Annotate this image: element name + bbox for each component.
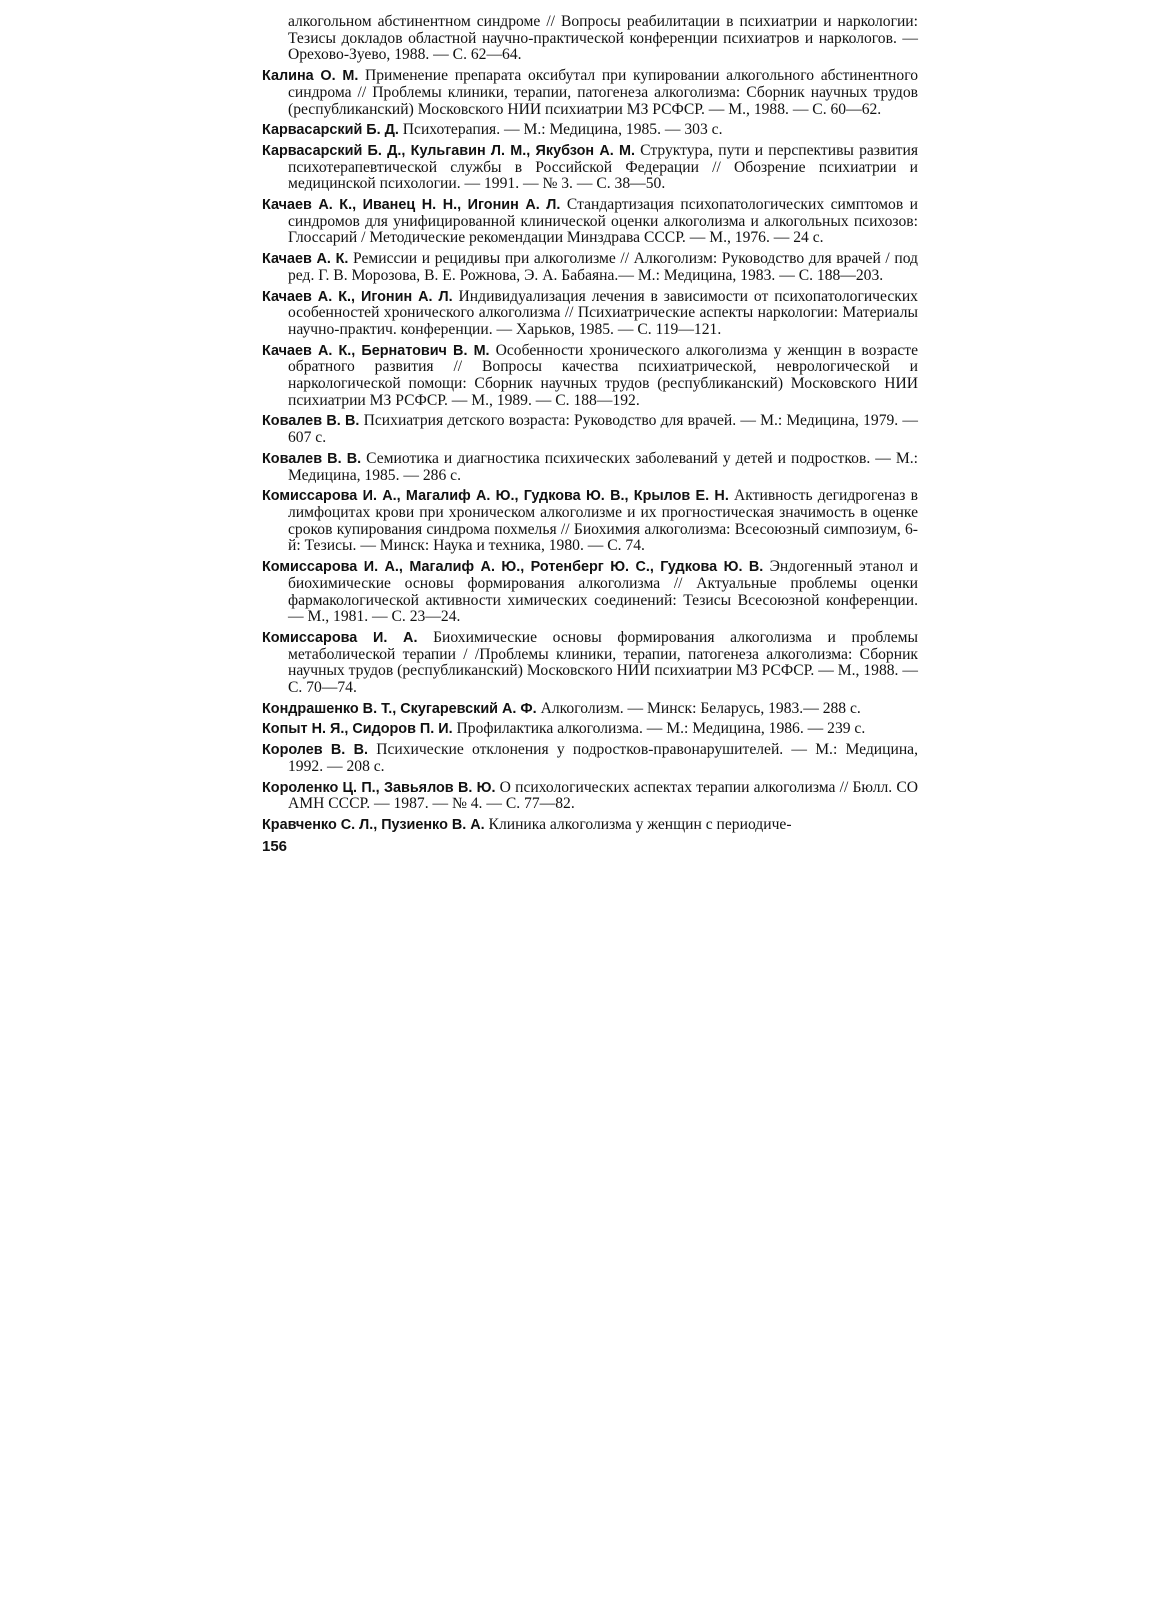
bibliography-entry bbox=[262, 143, 918, 193]
entry-text: Психиатрия детского возраста: Руководство для врачей. — М.: Медицина, 1979. — 607 с. bbox=[288, 412, 918, 447]
entry-authors: Короленко Ц. П., Завьялов В. Ю. bbox=[262, 779, 496, 796]
entry-authors: Копыт Н. Я., Сидоров П. И. bbox=[262, 721, 453, 738]
entry-text: Активность дегидрогеназ в лимфоцитах крови при хроническом алкоголизме и их прогностическая значимость в оценке сроков купирования синдрома похмелья // Биохимия алкоголизма: Всесоюзный симпозиум, 6-й: Тезисы. — Минск: Наука и техника, 1980. — С. 74. bbox=[288, 487, 918, 555]
entry-authors: Королев В. В. bbox=[262, 742, 368, 759]
entry-text: Структура, пути и перспективы развития психотерапевтической службы в Российской Федерации // Обозрение психиатрии и медицинской психологии. — 1991. — № 3. — С. 38—50. bbox=[288, 141, 918, 193]
entry-authors: Карвасарский Б. Д. bbox=[262, 122, 399, 139]
entry-text: алкогольном абстинентном синдроме // Вопросы реабилитации в психиатрии и наркологии: Тезисы докладов областной научно-практической конференции психиатров и наркологов. — Орехово-Зуево, 1988. — С. 62—64. bbox=[288, 13, 918, 64]
bibliography-entry bbox=[262, 413, 918, 446]
entry-text: Особенности хронического алкоголизма у женщин в возрасте обратного развития // Вопросы качества психиатрической, неврологической и наркологической помощи: Сборник научных трудов (республиканский) Московского НИИ психиатрии МЗ РСФСР. — М., 1989. — С. 188—192. bbox=[288, 341, 918, 409]
entry-text: Психотерапия. — М.: Медицина, 1985. — 303 с. bbox=[402, 121, 723, 139]
entry-text: Биохимические основы формирования алкоголизма и проблемы метаболической терапии / /Проблемы клиники, терапии, патогенеза алкоголизма: Сборник научных трудов (республиканский) Московского НИИ психиатрии МЗ РСФСР. — М., 1988. — С. 70—74. bbox=[288, 628, 919, 697]
bibliography-entry bbox=[262, 122, 918, 139]
entry-text: О психологических аспектах терапии алкоголизма // Бюлл. СО АМН СССР. — 1987. — № 4. — С. 77—82. bbox=[288, 778, 919, 813]
bibliography-entry bbox=[262, 721, 918, 738]
entry-authors: Комиссарова И. А., Магалиф А. Ю., Ротенберг Ю. С., Гудкова Ю. В. bbox=[262, 559, 764, 576]
entry-authors: Качаев А. К., Бернатович В. М. bbox=[262, 342, 490, 359]
entry-text: Эндогенный этанол и биохимические основы формирования алкоголизма // Актуальные проблемы оценки фармакологической активности химических соединений: Тезисы Всесоюзной конференции. — М., 1981. — С. 23—24. bbox=[288, 558, 918, 626]
bibliography-entry bbox=[262, 68, 918, 118]
bibliography-entry bbox=[262, 488, 918, 555]
entry-authors: Кондрашенко В. Т., Скугаревский А. Ф. bbox=[262, 700, 537, 717]
entry-authors: Кравченко С. Л., Пузиенко В. А. bbox=[262, 816, 485, 833]
entry-authors: Качаев А. К., Иванец Н. Н., Игонин А. Л. bbox=[262, 197, 561, 214]
bibliography-entry bbox=[262, 701, 918, 718]
entry-authors: Калина О. М. bbox=[262, 68, 359, 85]
bibliography-entry bbox=[262, 197, 918, 247]
bibliography-entry bbox=[262, 630, 918, 697]
entry-authors: Комиссарова И. А., Магалиф А. Ю., Гудкова Ю. В., Крылов Е. Н. bbox=[262, 488, 729, 505]
entry-authors: Ковалев В. В. bbox=[262, 413, 360, 430]
bibliography-entry bbox=[262, 742, 918, 775]
bibliography-entry bbox=[262, 817, 918, 834]
entry-text: Ремиссии и рецидивы при алкоголизме // Алкоголизм: Руководство для врачей / под ред. Г. В. Морозова, В. Е. Рожнова, Э. А. Бабаяна.— М.: Медицина, 1983. — С. 188—203. bbox=[288, 250, 918, 284]
entry-authors: Качаев А. К., Игонин А. Л. bbox=[262, 288, 453, 305]
entry-text: Индивидуализация лечения в зависимости от психопатологических особенностей хронического алкоголизма // Психиатрические аспекты наркологии: Материалы научно-практич. конференции. — Харьков, 1985. — С. 119—121. bbox=[288, 287, 918, 338]
entry-text: Профилактика алкоголизма. — М.: Медицина, 1986. — 239 с. bbox=[456, 720, 866, 738]
entry-text: Семиотика и диагностика психических заболеваний у детей и подростков. — М.: Медицина, 1985. — 286 с. bbox=[288, 449, 918, 484]
entry-authors: Качаев А. К. bbox=[262, 251, 349, 268]
entry-authors: Карвасарский Б. Д., Кульгавин Л. М., Якубзон А. М. bbox=[262, 142, 635, 159]
entry-text: Применение препарата оксибутал при купировании алкогольного абстинентного синдрома // Проблемы клиники, терапии, патогенеза алкоголизма: Сборник научных трудов (республиканский) Московского НИИ психиатрии МЗ РСФСР. — М., 1988. — С. 60—62. bbox=[288, 67, 918, 118]
entry-authors: Ковалев В. В. bbox=[262, 450, 362, 467]
bibliography-entry-continued bbox=[262, 14, 918, 64]
bibliography-entry bbox=[262, 251, 918, 284]
entry-text: Психические отклонения у подростков-правонарушителей. — М.: Медицина, 1992. — 208 с. bbox=[288, 741, 919, 775]
entry-authors: Комиссарова И. А. bbox=[262, 629, 418, 646]
page-number: 156 bbox=[262, 837, 288, 855]
entry-text: Клиника алкоголизма у женщин с периодиче- bbox=[488, 815, 792, 833]
entry-text: Стандартизация психопатологических симптомов и синдромов для унифицированной клинической оценки алкоголизма и алкогольных психозов: Глоссарий / Методические рекомендации Минздрава СССР. — М., 1976. — 24 с. bbox=[288, 196, 919, 247]
bibliography-entry bbox=[262, 780, 918, 813]
bibliography-entry bbox=[262, 451, 918, 484]
bibliography-entry bbox=[262, 289, 918, 339]
entry-text: Алкоголизм. — Минск: Беларусь, 1983.— 288 с. bbox=[540, 699, 861, 717]
bibliography-entry bbox=[262, 343, 918, 410]
bibliography-page bbox=[262, 14, 918, 855]
bibliography-entry bbox=[262, 559, 918, 626]
